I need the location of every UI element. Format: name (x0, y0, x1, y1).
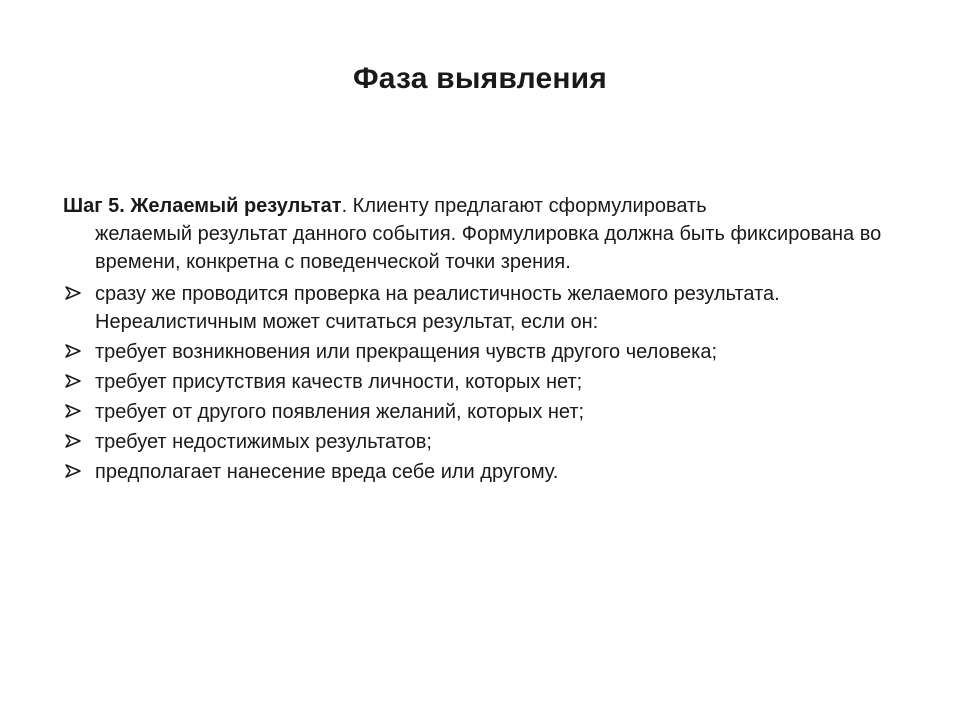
list-item (63, 428, 903, 456)
slide-body (63, 192, 903, 488)
list-item (63, 398, 903, 426)
list-item-text: требует недостижимых результатов; (95, 431, 432, 453)
list-item-text: предполагает нанесение вреда себе или другому. (95, 461, 559, 483)
list-item (63, 280, 903, 336)
slide-title: Фаза выявления (352, 62, 608, 95)
hollow-arrowhead-icon (65, 464, 81, 478)
list-item-text: сразу же проводится проверка на реалистичность желаемого результата. Нереалистичным может считаться результат, если он: (95, 283, 780, 333)
hollow-arrowhead-icon (65, 286, 81, 300)
hollow-arrowhead-icon (65, 434, 81, 448)
list-item (63, 338, 903, 366)
bullet-list (63, 280, 903, 486)
hollow-arrowhead-icon (65, 374, 81, 388)
list-item (63, 458, 903, 486)
step-heading: Шаг 5. Желаемый результат (63, 195, 342, 217)
list-item-text: требует от другого появления желаний, которых нет; (95, 401, 585, 423)
hollow-arrowhead-icon (65, 344, 81, 358)
list-item-text: требует присутствия качеств личности, которых нет; (95, 371, 583, 393)
lead-continuation: желаемый результат данного события. Формулировка должна быть фиксирована во времени, конкретна с поведенческой точки зрения. (95, 223, 882, 273)
list-item-text: требует возникновения или прекращения чувств другого человека; (95, 341, 718, 363)
hollow-arrowhead-icon (65, 404, 81, 418)
lead-first-line: . Клиенту предлагают сформулировать (341, 195, 707, 217)
lead-paragraph (63, 192, 903, 276)
list-item (63, 368, 903, 396)
